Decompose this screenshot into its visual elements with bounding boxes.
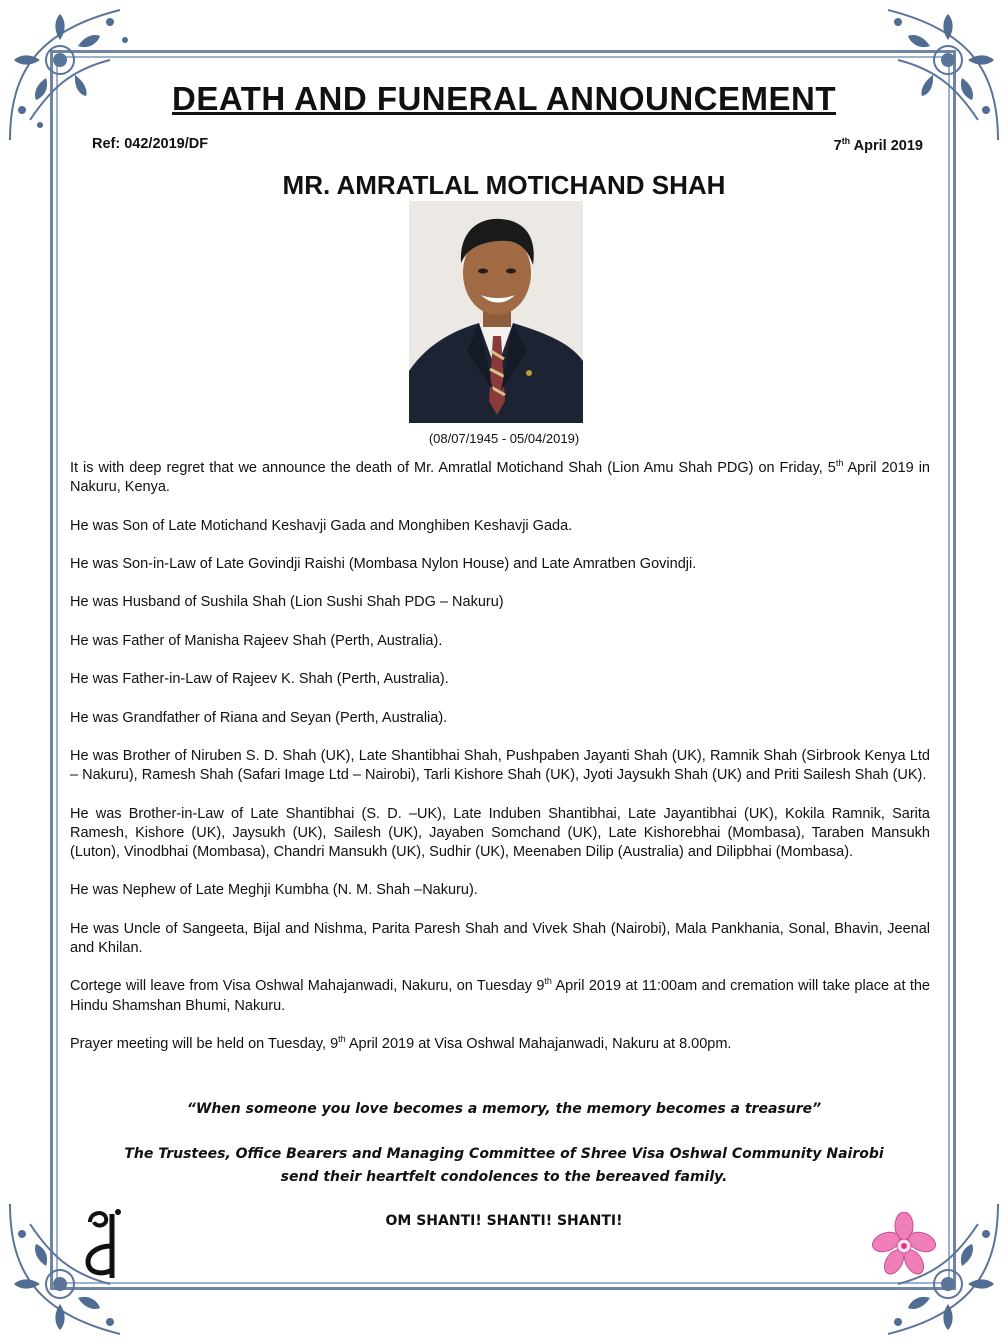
condolence-line-2: send their heartfelt condolences to the bereaved family. — [280, 1169, 728, 1185]
paragraph-nephew: He was Nephew of Late Meghji Kumbha (N. M. Shah –Nakuru). — [70, 882, 478, 899]
paragraph-parents: He was Son of Late Motichand Keshavji Gada and Monghiben Keshavji Gada. — [70, 517, 573, 534]
paragraph-death-notice: It is with deep regret that we announce the death of Mr. Amratlal Motichand Shah (Lion Amu Shah PDG) on Friday, 5th April 2019 in Nakuru, Kenya. — [70, 458, 930, 496]
paragraph-father: He was Father of Manisha Rajeev Shah (Perth, Australia). — [70, 632, 443, 649]
condolence-message — [0, 1143, 1008, 1189]
paragraph-brother-in-law: He was Brother-in-Law of Late Shantibhai (S. D. –UK), Late Induben Shantibhai, Late Jayantibhai (UK), Kokila Ramnik, Sarita Ramesh, Kishore (UK), Jaysukh (UK), Sailesh (UK), Jayaben Somchand (UK), Late Kishorebhai (Mombasa), Taraben Mansukh (Luton), Vinodbhai (Mombasa), Chandri Mansukh (UK), Sudhir (UK), Meenaben Dilip (Australia) and Dilipbhai (Mombasa). — [70, 805, 930, 860]
paragraph-uncle: He was Uncle of Sangeeta, Bijal and Nishma, Parita Paresh Shah and Vivek Shah (Nairobi), Mala Pankhania, Sonal, Bhavin, Jeenal and Khilan. — [70, 920, 930, 956]
om-shanti: OM SHANTI! SHANTI! SHANTI! — [385, 1213, 623, 1229]
life-dates: (08/07/1945 - 05/04/2019) — [428, 431, 580, 446]
deceased-name: MR. AMRATLAL MOTICHAND SHAH — [282, 170, 726, 200]
paragraph-son-in-law: He was Son-in-Law of Late Govindji Raishi (Mombasa Nylon House) and Late Amratben Govindji. — [70, 555, 697, 572]
paragraph-husband: He was Husband of Sushila Shah (Lion Sushi Shah PDG – Nakuru) — [70, 594, 504, 611]
paragraph-prayer-meeting: Prayer meeting will be held on Tuesday, 9th April 2019 at Visa Oshwal Mahajanwadi, Nakuru at 8.00pm. — [70, 1034, 732, 1052]
announcement-date: 7th April 2019 — [833, 136, 923, 154]
condolence-line-1: The Trustees, Office Bearers and Managing Committee of Shree Visa Oshwal Community Nairobi — [124, 1146, 884, 1162]
paragraph-cortege: Cortege will leave from Visa Oshwal Mahajanwadi, Nakuru, on Tuesday 9th April 2019 at 11:00am and cremation will take place at the Hindu Shamshan Bhumi, Nakuru. — [70, 976, 930, 1014]
paragraph-father-in-law: He was Father-in-Law of Rajeev K. Shah (Perth, Australia). — [70, 671, 449, 688]
jain-symbol-icon — [82, 1208, 124, 1280]
floral-corner-ornament-icon — [858, 0, 1008, 150]
orchid-icon — [872, 1212, 936, 1278]
reference-number: Ref: 042/2019/DF — [92, 136, 209, 152]
page-title: DEATH AND FUNERAL ANNOUNCEMENT — [172, 80, 836, 117]
paragraph-grandfather: He was Grandfather of Riana and Seyan (Perth, Australia). — [70, 709, 448, 726]
memorial-quote: “When someone you love becomes a memory, the memory becomes a treasure” — [186, 1101, 822, 1117]
portrait-photo — [409, 201, 583, 423]
announcement-body — [70, 459, 930, 1073]
paragraph-brother: He was Brother of Niruben S. D. Shah (UK), Late Shantibhai Shah, Pushpaben Jayanti Shah (UK), Ramnik Shah (Sirbrook Kenya Ltd – Nakuru), Ramesh Shah (Safari Image Ltd – Nairobi), Tarli Kishore Shah (UK), Jyoti Jaysukh Shah (UK) and Priti Sailesh Shah (UK). — [70, 747, 930, 784]
floral-corner-ornament-icon — [0, 0, 150, 150]
